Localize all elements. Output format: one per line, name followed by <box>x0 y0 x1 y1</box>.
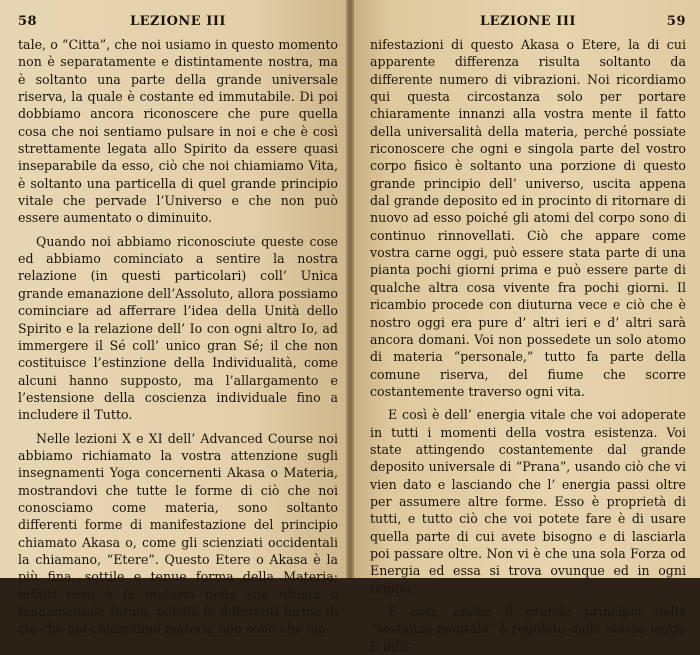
left-paragraph-3: Nelle lezioni X e XI dell’ Advanced Course noi abbiamo richiamato la vostra attenzione sugli insegnamenti Yoga concernenti Akasa o Materia, mostrandovi che tutte le forme di ciò che noi conosciamo come materia, sono soltanto differenti forme di manifestazione del principio chiamato Akasa o, come gli scienziati occidentali la chiamano, “Etere”. Questo Etere o Akasa è la più fina, sottile e tenue forma della Materia; infatti esso è la materia nella sua ultima o fondamentale forma, poiché le differenti forme di ciò che noi chiamiamo materia non sono che ma- <box>18 430 338 637</box>
right-running-title: LEZIONE III <box>479 14 576 29</box>
left-running-head <box>18 14 338 32</box>
right-paragraph-3: E così, anche il grande principio della “sostanza mentale” è regolato dalle stesse leggi. È diffi- <box>370 604 686 654</box>
right-body-text <box>370 36 686 655</box>
right-page-number: 59 <box>666 14 686 29</box>
right-paragraph-1: nifestazioni di questo Akasa o Etere, la di cui apparente differenza risulta soltanto da differente numero di vibrazioni. Noi ricordiamo qui questa circostanza solo per portare chiaramente innanzi alla vostra mente il fatto della universalità della materia, perché possiate riconoscere che ogni e singola parte del vostro corpo fisico è soltanto una porzione di questo grande principio dell’ universo, uscita appena dal grande deposito ed in procinto di ritornare di nuovo ad esso poiché gli atomi del corpo sono di continuo rinnovellati. Ciò che appare come vostra carne oggi, può essere stata parte di una pianta pochi giorni prima e può essere parte di qualche altra cosa vivente fra pochi giorni. Il ricambio procede con diuturna vece e ciò che è nostro oggi era pure d’ altri ieri e d’ altri sarà ancora domani. Voi non possedete un solo atomo di materia “personale,” tutto fa parte della comune riserva, del fiume che scorre costantemente traverso ogni vita. <box>370 37 686 399</box>
right-paragraph-2: E così è dell’ energia vitale che voi adoperate in tutti i momenti della vostra esistenza. Voi state attingendo costantemente dal grande deposito universale di “Prana”, usando ciò che vi vien dato e lasciando che l’ energia passi oltre per assumere altre forme. Esso è proprietà di tutti, e tutto ciò che voi potete fare è di usare quella parte di cui avete bisogno e di lasciarla poi passare oltre. Non vi è che una sola Forza od Energia ed essa si trova ovunque ed in ogni tempo. <box>370 407 686 596</box>
left-paragraph-2: Quando noi abbiamo riconosciute queste cose ed abbiamo cominciato a sentire la nostra relazione (in questi particolari) coll’ Unica grande emanazione dell’Assoluto, allora possiamo cominciare ad afferrare l’idea della Unità dello Spirito e la relazione dell’ Io con ogni altro Io, ad immergere il Sé coll’ unico gran Sé; il che non costituisce l’estinzione della Individualità, come alcuni hanno supposto, ma l’allargamento e l’estensione della coscienza individuale fino a includere il Tutto. <box>18 233 338 423</box>
left-page-number: 58 <box>18 14 38 29</box>
right-page <box>350 0 700 654</box>
left-body-text <box>18 36 338 638</box>
left-paragraph-1: tale, o “Citta”, che noi usiamo in questo momento non è separatamente e distintamente nostra, ma è soltanto una parte della grande universale riserva, la quale è costante ed immutabile. Di poi dobbiamo ancora riconoscere che pure quella cosa che noi sentiamo pulsare in noi e che è così strettamente legata allo Spirito da essere quasi inseparabile da esso, ciò che noi chiamiamo Vita, è soltanto una particella di quel grande principio vitale che pervade l’Universo e che non può essere aumentato o diminuito. <box>18 37 338 226</box>
book-gutter <box>346 0 354 578</box>
left-running-title: LEZIONE III <box>129 14 226 29</box>
right-running-head <box>370 14 686 32</box>
left-page <box>0 0 350 637</box>
